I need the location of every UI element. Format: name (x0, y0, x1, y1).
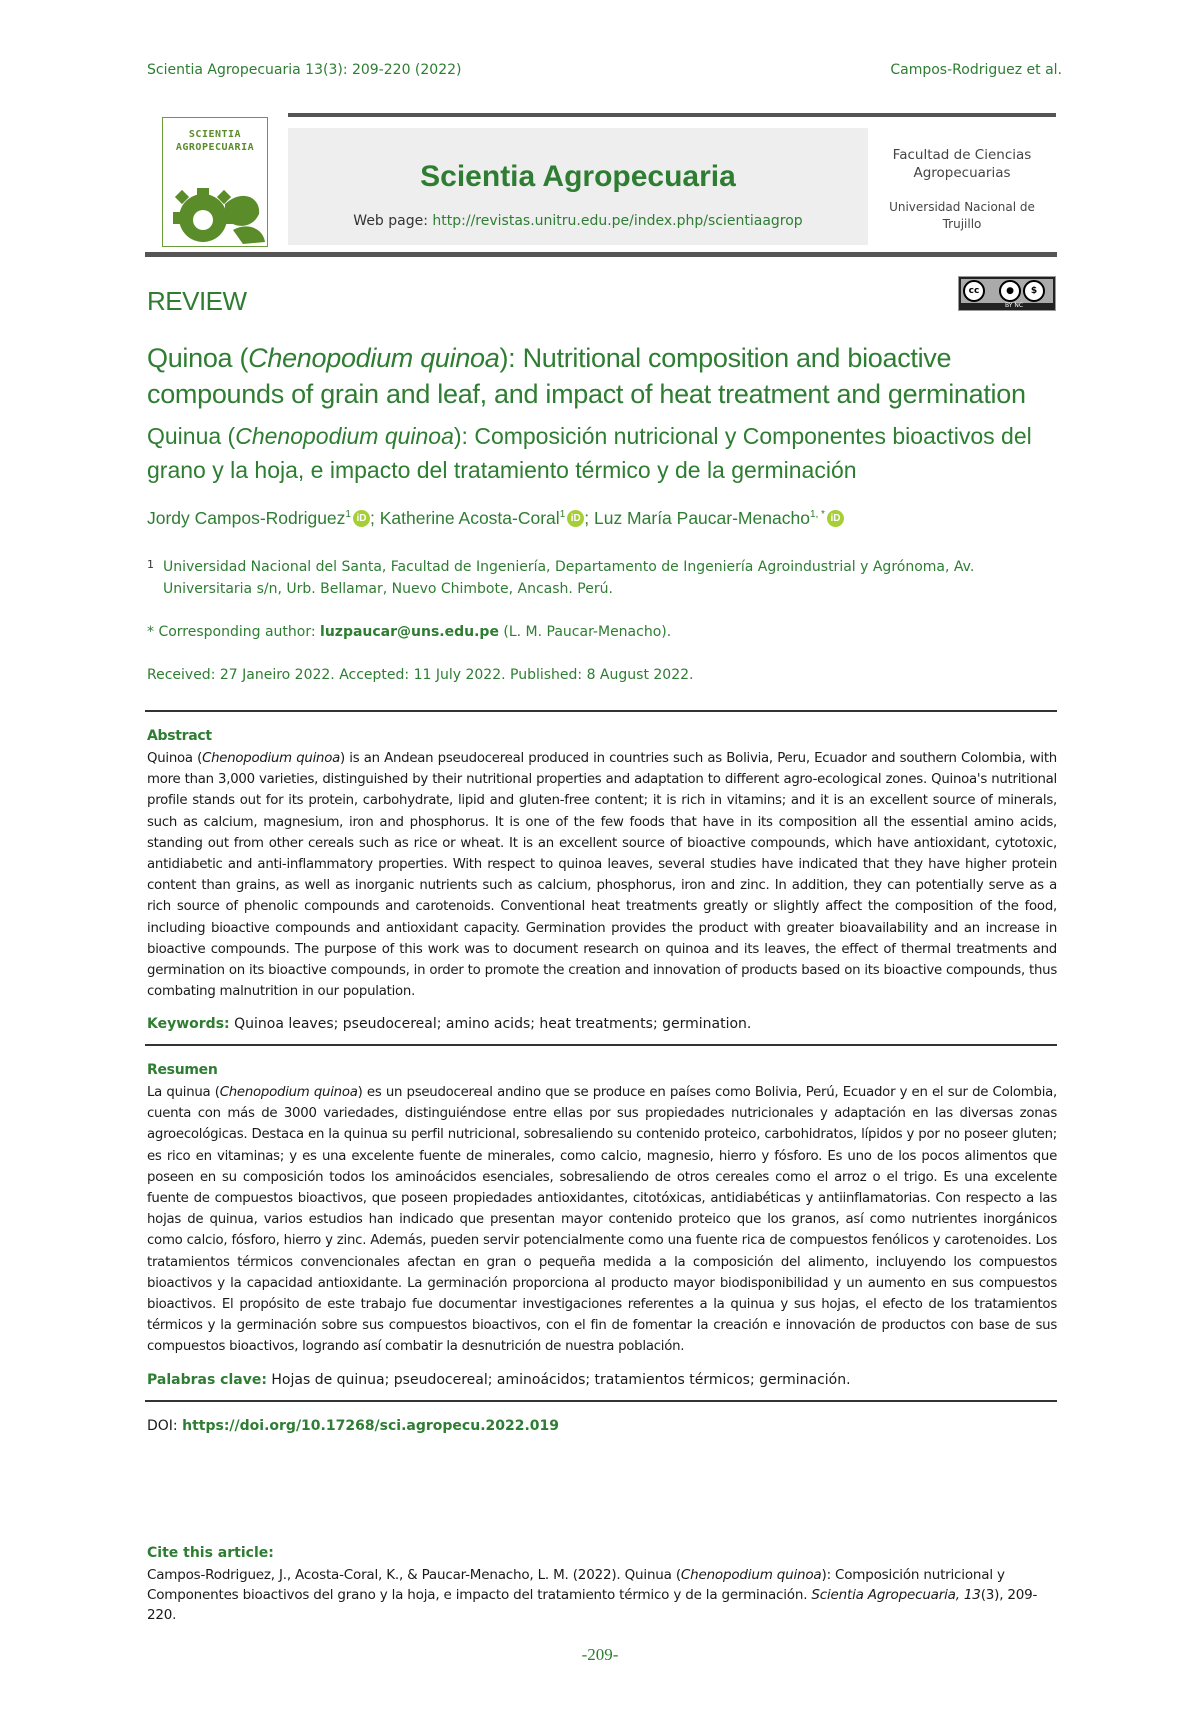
orcid-icon[interactable]: iD (827, 510, 844, 527)
cc-badge-text: BY NC (1005, 302, 1024, 309)
corresponding-email-link[interactable]: luzpaucar@uns.edu.pe (320, 624, 499, 640)
author-list: Jordy Campos-Rodriguez$^1$ iD ; Katherine Acosta-Coral$^1$ iD ; Luz María Paucar-Menacho$^{1, *}$ iD (147, 508, 1057, 529)
webpage-link[interactable]: http://revistas.unitru.edu.pe/index.php/scientiaagrop (432, 213, 803, 229)
abstract-keywords: Keywords: Quinoa leaves; pseudocereal; amino acids; heat treatments; germination. (147, 1016, 752, 1032)
running-header-left: Scientia Agropecuaria 13(3): 209-220 (2022) (147, 62, 462, 78)
masthead-center (288, 128, 868, 245)
corresponding-author: * Corresponding author: luzpaucar@uns.edu.pe (L. M. Paucar-Menacho). (147, 624, 672, 640)
cc-icon: cc (963, 280, 985, 302)
abstract-text: Quinoa (Chenopodium quinoa) is an Andean pseudocereal produced in countries such as Bolivia, Peru, Ecuador and southern Colombia, with more than 3,000 varieties, distinguished by their nutritional properties and adaptation to different agro-ecological zones. Quinoa's nutritional profile stands out for its protein, carbohydrate, lipid and gluten-free content; it is rich in vitamins; and it is an excellent source of minerals, such as calcium, magnesium, iron and phosphorus. It is one of the few foods that have in its composition all the essential amino acids, standing out from other cereals such as rice or wheat. It is an excellent source of bioactive compounds, which have antioxidant, cytotoxic, antidiabetic and anti-inflammatory properties. With respect to quinoa leaves, several studies have indicated that they have higher protein content than grains, as well as inorganic nutrients such as calcium, phosphorus, iron and zinc. In addition, they can potentially serve as a rich source of phenolic compounds and carotenoids. Conventional heat treatments greatly or slightly affect the composition of the food, including bioactive compounds and antioxidant capacity. Germination provides the product with greater bioavailability and an increase in bioactive compounds. The purpose of this work was to document research on quinoa and its leaves, the effect of thermal treatments and germination on its bioactive compounds, in order to promote the creation and innovation of products based on its bioactive compounds, thus combating malnutrition in our population. (147, 751, 1057, 1000)
running-header-right: Campos-Rodriguez et al. (890, 62, 1062, 78)
logo-text: SCIENTIA AGROPECUARIA (175, 129, 255, 153)
by-icon: ● (999, 280, 1021, 302)
cc-license-badge[interactable] (958, 276, 1056, 311)
citation-text: Campos-Rodriguez, J., Acosta-Coral, K., & Paucar-Menacho, L. M. (2022). Quinua (Chenopodium quinoa): Composición nutricional y Componentes bioactivos del grano y la hoja, e impacto del tratamiento térmico y de la germinación. Scientia Agropecuaria, 13(3), 209-220. (147, 1567, 1038, 1623)
divider (145, 1400, 1057, 1402)
university-name: Universidad Nacional de Trujillo (889, 200, 1035, 231)
resumen-heading: Resumen (147, 1062, 218, 1078)
page-number: -209- (581, 1645, 619, 1664)
masthead-top-rule (288, 113, 1056, 117)
affiliation: Universidad Nacional del Santa, Facultad de Ingeniería, Departamento de Ingeniería Agroindustrial y Agrónoma, Av. Universitaria s/n, Urb. Bellamar, Nuevo Chimbote, Ancash. Perú. (163, 559, 975, 597)
author-name: Jordy Campos-Rodriguez (147, 508, 346, 528)
author-name: Luz María Paucar-Menacho (593, 508, 810, 528)
faculty-name: Facultad de Ciencias Agropecuarias (892, 147, 1032, 181)
affiliation-number: 1 (147, 558, 154, 571)
orcid-icon[interactable]: iD (353, 510, 370, 527)
cite-heading: Cite this article: (147, 1545, 274, 1561)
divider (145, 710, 1057, 712)
orcid-icon[interactable]: iD (567, 510, 584, 527)
resumen-text: La quinua (Chenopodium quinoa) es un pseudocereal andino que se produce en países como Bolivia, Perú, Ecuador y en el sur de Colombia, cuenta con más de 3000 variedades, distinguiéndose entre ellas por sus propiedades nutricionales y adaptación en las diversas zonas agroecológicas. Destaca en la quinua su perfil nutricional, sobresaliendo su contenido proteico, carbohidratos, lípidos y por no poseer gluten; es rico en vitaminas; y es una excelente fuente de minerales, como calcio, magnesio, hierro y fósforo. Es uno de los pocos alimentos que poseen en su composición todos los aminoácidos esenciales, sobresaliendo de otros cereales como el arroz o el trigo. Es una excelente fuente de compuestos bioactivos, que poseen propiedades antioxidantes, citotóxicas, antidiabéticas y antiinflamatorias. Con respecto a las hojas de quinua, varios estudios han indicado que presentan mayor contenido proteico que los granos, así como nutrientes inorgánicos como calcio, fósforo, hierro y zinc. Además, pueden servir potencialmente como una fuente rica de compuestos fenólicos y carotenoides. Los tratamientos térmicos convencionales afectan en gran o pequeña medida a la composición del alimento, incluyendo los compuestos bioactivos y la capacidad antioxidante. La germinación proporciona al producto mayor biodisponibilidad y un aumento en sus compuestos bioactivos. El propósito de este trabajo fue documentar investigaciones referentes a la quinua y sus hojas, el efecto de los tratamientos térmicos y la germinación sobre sus compuestos bioactivos, con el fin de fomentar la creación e innovación de productos con base de sus compuestos bioactivos, logrando así combatir la desnutrición de nuestra población. (147, 1085, 1058, 1355)
article-type: REVIEW (147, 286, 247, 316)
masthead-bottom-rule (145, 252, 1057, 257)
journal-webpage (288, 213, 868, 229)
resumen-keywords: Palabras clave: Hojas de quinua; pseudocereal; aminoácidos; tratamientos térmicos; germinación. (147, 1372, 851, 1388)
article-dates: Received: 27 Janeiro 2022. Accepted: 11 July 2022. Published: 8 August 2022. (147, 667, 694, 683)
journal-logo (162, 117, 268, 247)
article-title-spanish: Quinua (Chenopodium quinoa): Composición nutricional y Componentes bioactivos del grano y la hoja, e impacto del tratamiento térmico y de la germinación (147, 423, 1032, 483)
divider (145, 1044, 1057, 1046)
doi: DOI: https://doi.org/10.17268/sci.agropecu.2022.019 (147, 1418, 560, 1434)
nc-icon: $ (1023, 280, 1045, 302)
author-name: Katherine Acosta-Coral (379, 508, 560, 528)
webpage-label: Web page: (353, 213, 428, 229)
gear-leaf-icon (163, 118, 268, 247)
journal-name: Scientia Agropecuaria (420, 160, 736, 193)
abstract-heading: Abstract (147, 728, 212, 744)
article-title-english: Quinoa (Chenopodium quinoa): Nutritional composition and bioactive compounds of grain and leaf, and impact of heat treatment and germination (147, 343, 1026, 409)
doi-link[interactable]: https://doi.org/10.17268/sci.agropecu.2022.019 (182, 1418, 560, 1434)
